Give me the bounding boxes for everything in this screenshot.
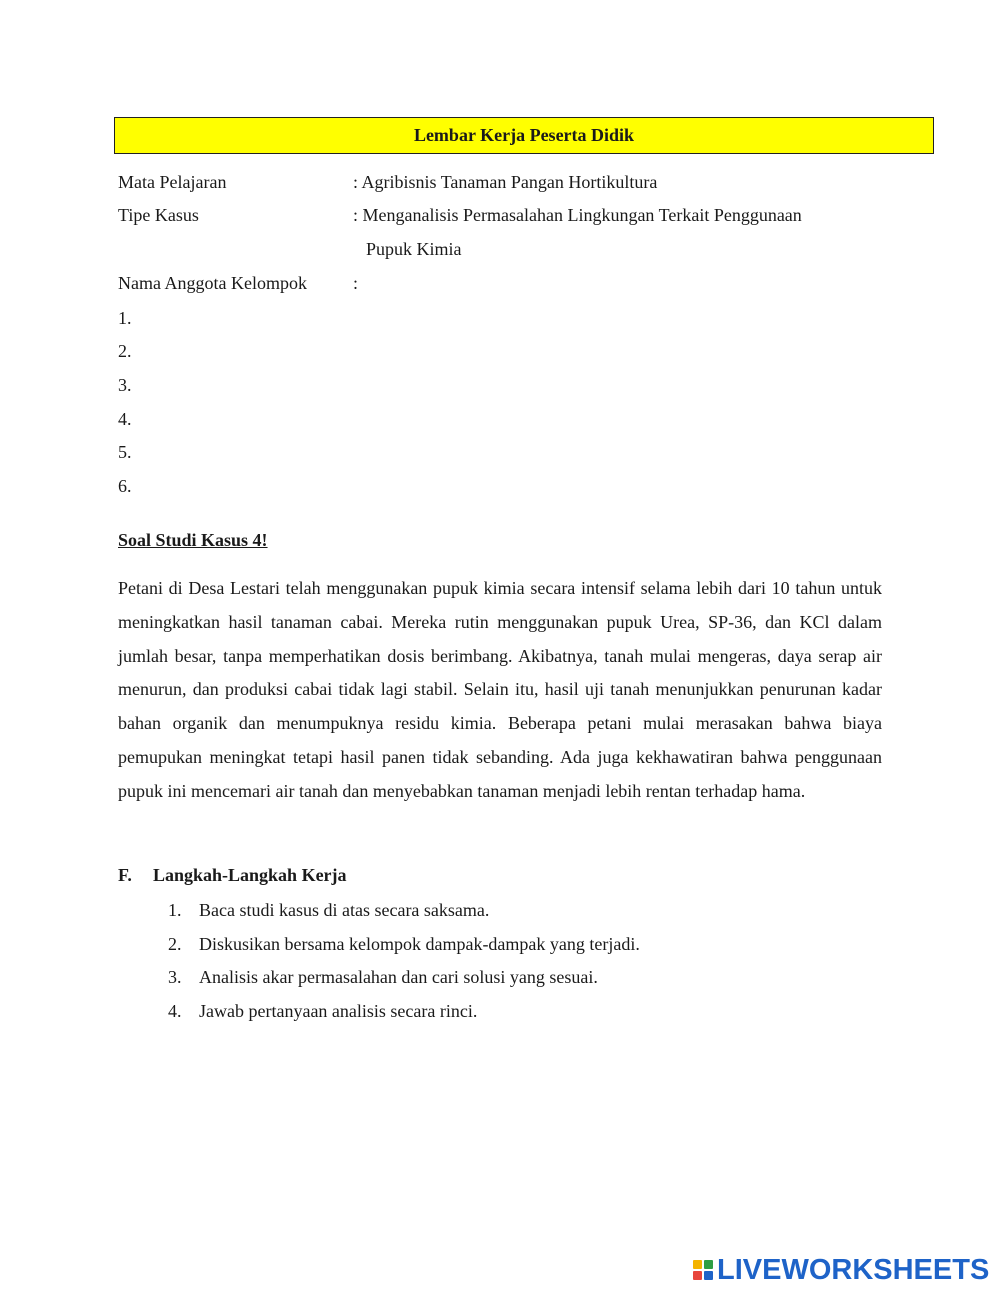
step-number: 1. (168, 900, 182, 920)
subject-label: Mata Pelajaran (118, 172, 227, 192)
member-number-3: 3. (118, 375, 132, 395)
member-number-4: 4. (118, 409, 132, 429)
step-number: 4. (168, 1001, 182, 1021)
logo-text: LIVEWORKSHEETS (717, 1253, 990, 1286)
subject-value: : Agribisnis Tanaman Pangan Hortikultura (353, 172, 658, 192)
step-text: Diskusikan bersama kelompok dampak-dampak yang terjadi. (199, 934, 640, 954)
group-members-colon: : (353, 273, 359, 293)
member-number-1: 1. (118, 308, 132, 328)
step-number: 3. (168, 967, 182, 987)
step-number: 2. (168, 934, 182, 954)
case-study-paragraph: Petani di Desa Lestari telah menggunakan pupuk kimia secara intensif selama lebih dari 10 tahun untuk meningkatkan hasil tanaman cabai. Mereka rutin menggunakan pupuk Urea, SP-36, dan KCl dalam jumlah besar, tanpa memperhatikan dosis berimbang. Akibatnya, tanah mulai mengeras, daya serap air menurun, dan produksi cabai tidak lagi stabil. Selain itu, hasil uji tanah menunjukkan penurunan kadar bahan organik dan menumpuknya residu kimia. Beberapa petani mulai merasakan bahwa biaya pemupukan meningkat tetapi hasil panen tidak sebanding. Ada juga kekhawatiran bahwa penggunaan pupuk ini mencemari air tanah dan menyebabkan tanaman menjadi lebih rentan terhadap hama. (118, 578, 882, 801)
step-text: Analisis akar permasalahan dan cari solusi yang sesuai. (199, 967, 598, 987)
member-number-6: 6. (118, 476, 132, 496)
group-members-label: Nama Anggota Kelompok (118, 273, 307, 293)
logo-grid-icon (693, 1260, 713, 1280)
work-steps-letter: F. (118, 865, 132, 885)
work-steps-title: Langkah-Langkah Kerja (153, 865, 347, 885)
member-number-2: 2. (118, 341, 132, 361)
logo-square-4 (704, 1271, 713, 1280)
worksheet-title-banner (114, 117, 934, 154)
logo-square-2 (704, 1260, 713, 1269)
member-number-5: 5. (118, 442, 132, 462)
case-type-value-line1: : Menganalisis Permasalahan Lingkungan Terkait Penggunaan (353, 205, 802, 225)
liveworksheets-logo[interactable] (693, 1253, 990, 1286)
case-study-title: Soal Studi Kasus 4! (118, 530, 268, 550)
worksheet-title: Lembar Kerja Peserta Didik (413, 125, 635, 145)
case-type-value-line2: Pupuk Kimia (366, 239, 462, 259)
step-text: Baca studi kasus di atas secara saksama. (199, 900, 490, 920)
logo-square-1 (693, 1260, 702, 1269)
step-text: Jawab pertanyaan analisis secara rinci. (199, 1001, 478, 1021)
logo-square-3 (693, 1271, 702, 1280)
case-type-label: Tipe Kasus (118, 205, 199, 225)
